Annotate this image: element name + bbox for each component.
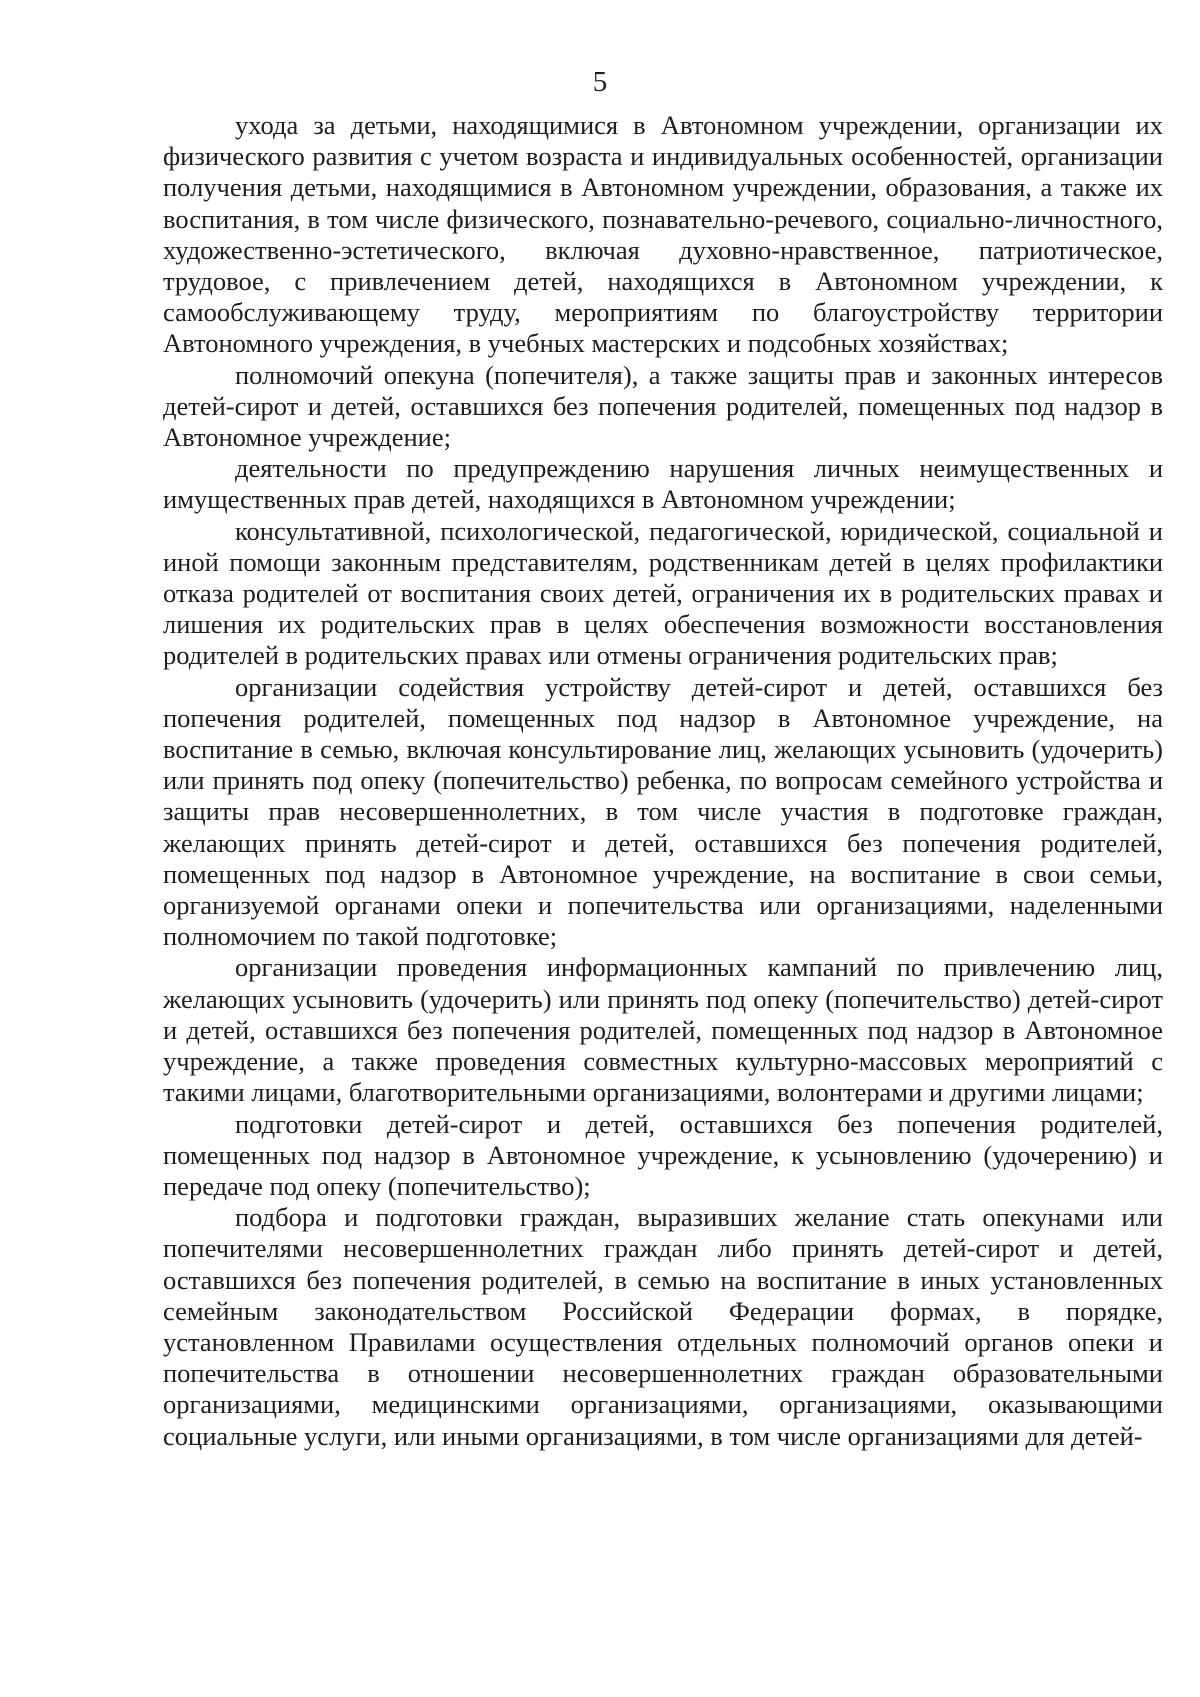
document-body xyxy=(163,110,1163,1452)
paragraph-children-preparation: подготовки детей-сирот и детей, оставшихся без попечения родителей, помещенных под надзор в Автономное учреждение, к усыновлению (удочерению) и передаче под опеку (попечительство); xyxy=(163,1108,1163,1201)
paragraph-guardian-powers: полномочий опекуна (попечителя), а также защиты прав и законных интересов детей-сирот и детей, оставшихся без попечения родителей, помещенных под надзор в Автономное учреждение; xyxy=(163,359,1163,453)
paragraph-consultative-assistance: консультативной, психологической, педагогической, юридической, социальной и иной помощи законным представителям, родственникам детей в целях профилактики отказа родителей от воспитания своих детей, ограничения их в родительских правах и лишения их родительских прав в целях обеспечения возможности восстановления родителей в родительских правах или отмены ограничения родительских прав; xyxy=(163,515,1163,671)
paragraph-childcare-organization: ухода за детьми, находящимися в Автономном учреждении, организации их физического развития с учетом возраста и индивидуальных особенностей, организации получения детьми, находящимися в Автономном учреждении, образования, а также их воспитания, в том числе физического, познавательно-речевого, социально-личностного, художественно-эстетического, включая духовно-нравственное, патриотическое, трудовое, с привлечением детей, находящихся в Автономном учреждении, к самообслуживающему труду, мероприятиям по благоустройству территории Автономного учреждения, в учебных мастерских и подсобных хозяйствах; xyxy=(163,110,1163,359)
paragraph-citizen-selection: подбора и подготовки граждан, выразивших желание стать опекунами или попечителями несовершеннолетних граждан либо принять детей-сирот и детей, оставшихся без попечения родителей, в семью на воспитание в иных установленных семейным законодательством Российской Федерации формах, в порядке, установленном Правилами осуществления отдельных полномочий органов опеки и попечительства в отношении несовершеннолетних граждан образовательными организациями, медицинскими организациями, организациями, оказывающими социальные услуги, или иными организациями, в том числе организациями для детей- xyxy=(163,1202,1163,1451)
paragraph-information-campaigns: организации проведения информационных кампаний по привлечению лиц, желающих усыновить (удочерить) или принять под опеку (попечительство) детей-сирот и детей, оставшихся без попечения родителей, помещенных под надзор в Автономное учреждение, а также проведения совместных культурно-массовых мероприятий с такими лицами, благотворительными организациями, волонтерами и другими лицами; xyxy=(163,952,1163,1108)
paragraph-placement-assistance: организации содействия устройству детей-сирот и детей, оставшихся без попечения родителей, помещенных под надзор в Автономное учреждение, на воспитание в семью, включая консультирование лиц, желающих усыновить (удочерить) или принять под опеку (попечительство) ребенка, по вопросам семейного устройства и защиты прав несовершеннолетних, в том числе участия в подготовке граждан, желающих принять детей-сирот и детей, оставшихся без попечения родителей, помещенных под надзор в Автономное учреждение, на воспитание в свои семьи, организуемой органами опеки и попечительства или организациями, наделенными полномочием по такой подготовке; xyxy=(163,671,1163,952)
page-number: 5 xyxy=(592,66,608,98)
paragraph-rights-violation-prevention: деятельности по предупреждению нарушения личных неимущественных и имущественных прав детей, находящихся в Автономном учреждении; xyxy=(163,453,1163,515)
